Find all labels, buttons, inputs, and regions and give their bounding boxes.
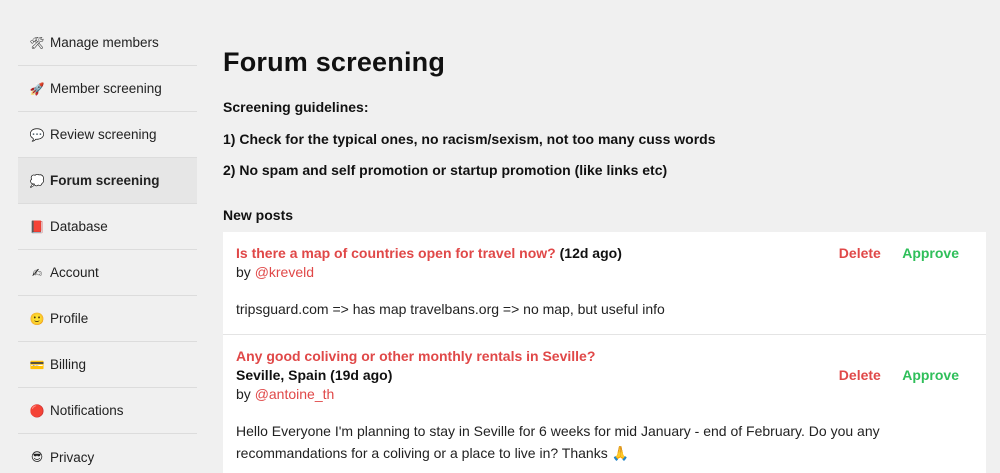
sidebar-item-label: Forum screening (50, 173, 160, 188)
sidebar-item-label: Notifications (50, 403, 124, 418)
post-card (223, 232, 986, 335)
sidebar-item-review-screening[interactable] (18, 112, 197, 158)
tools-icon: 🛠 (29, 35, 45, 50)
sidebar-item-label: Billing (50, 357, 87, 372)
sidebar-item-label: Manage members (50, 35, 159, 50)
post-header (236, 347, 973, 366)
sidebar-item-manage-members[interactable] (18, 20, 197, 66)
byline-prefix: by (236, 386, 255, 402)
writing-hand-icon: ✍ (31, 265, 43, 280)
page-title: Forum screening (223, 47, 446, 77)
post-title-link[interactable]: Is there a map of countries open for travel now? (236, 245, 556, 261)
guideline-item: 2) No spam and self promotion or startup promotion (like links etc) (223, 162, 668, 178)
thought-bubble-icon: 💭 (29, 173, 45, 188)
post-body: tripsguard.com => has map travelbans.org => no map, but useful info (236, 301, 665, 317)
sunglasses-icon: 😎 (30, 450, 44, 464)
post-location: Seville, Spain (19d ago) (236, 367, 393, 383)
sidebar-item-member-screening[interactable] (18, 66, 197, 112)
approve-button[interactable]: Approve (902, 245, 959, 261)
post-title-link[interactable]: Any good coliving or other monthly rentals in Seville? (236, 348, 596, 364)
sidebar-item-billing[interactable] (18, 342, 197, 388)
post-byline (236, 263, 973, 282)
sidebar-item-notifications[interactable] (18, 388, 197, 434)
sidebar-item-forum-screening[interactable] (18, 158, 197, 204)
post-age: (12d ago) (559, 245, 622, 261)
speech-bubble-icon: 💬 (29, 127, 45, 142)
red-circle-icon: 🔴 (29, 403, 45, 418)
post-body: Hello Everyone I'm planning to stay in Seville for 6 weeks for mid January - end of February. Do you any recommandations for a coliving or a place to live in? Thanks 🙏 (236, 423, 880, 461)
post-card (223, 335, 986, 473)
credit-card-icon: 💳 (29, 357, 45, 372)
sidebar-item-database[interactable] (18, 204, 197, 250)
guidelines-heading: Screening guidelines: (223, 99, 369, 115)
delete-button[interactable]: Delete (838, 367, 881, 383)
sidebar-item-label: Database (50, 219, 108, 234)
sidebar-item-account[interactable] (18, 250, 197, 296)
sidebar-item-label: Profile (50, 311, 89, 326)
sidebar-item-privacy[interactable] (18, 434, 197, 473)
rocket-icon: 🚀 (29, 81, 45, 96)
main-content (223, 46, 986, 473)
sidebar-item-label: Review screening (50, 127, 157, 142)
post-byline (236, 385, 973, 404)
author-link[interactable]: @kreveld (254, 264, 315, 280)
sidebar-item-label: Account (50, 265, 99, 280)
sidebar-item-label: Member screening (50, 81, 162, 96)
sidebar-item-profile[interactable] (18, 296, 197, 342)
post-actions (839, 366, 959, 385)
approve-button[interactable]: Approve (902, 367, 959, 383)
sidebar-item-label: Privacy (50, 449, 95, 465)
byline-prefix: by (236, 264, 255, 280)
smiley-icon: 🙂 (29, 311, 45, 326)
delete-button[interactable]: Delete (838, 245, 881, 261)
sidebar (18, 20, 197, 473)
new-posts-heading: New posts (223, 207, 294, 223)
guideline-item: 1) Check for the typical ones, no racism/sexism, not too many cuss words (223, 131, 716, 147)
author-link[interactable]: @antoine_th (254, 386, 335, 402)
post-actions (839, 244, 959, 263)
book-icon: 📕 (29, 219, 45, 234)
